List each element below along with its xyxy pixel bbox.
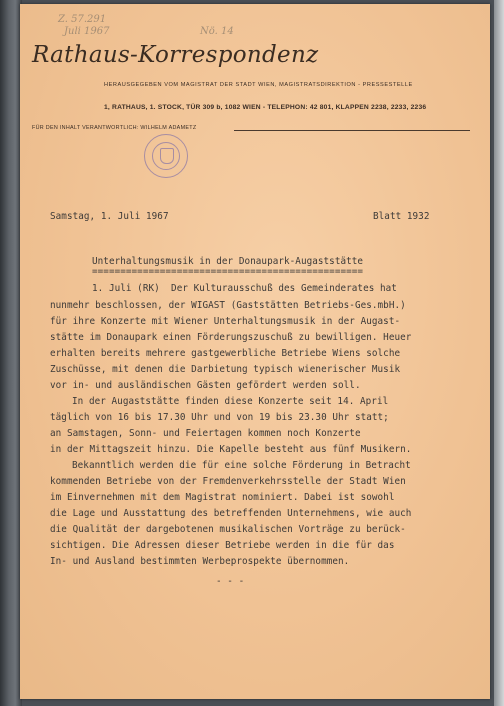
pencil-annotation-year: Juli 1967: [64, 26, 110, 37]
masthead-title: Rathaus-Korrespondenz: [32, 42, 319, 68]
body-line: In- und Ausland bestimmten Werbeprospekte übernommen.: [50, 556, 350, 567]
sheet-number: Blatt 1932: [373, 211, 430, 222]
body-line: in der Mittagszeit hinzu. Die Kapelle besteht aus fünf Musikern.: [50, 444, 412, 455]
headline: Unterhaltungsmusik in der Donaupark-Augaststätte: [92, 256, 364, 267]
archive-stamp: [144, 134, 188, 178]
body-line: erhalten bereits mehrere gastgewerbliche Betriebe Wiens solche: [50, 348, 401, 359]
document-page: [20, 4, 490, 699]
body-line: Zuschüsse, mit denen die Darbietung typisch wienerischer Musik: [50, 364, 401, 375]
body-line: täglich von 16 bis 17.30 Uhr und von 19 bis 23.30 Uhr statt;: [50, 412, 389, 423]
binder-spine: [0, 0, 22, 706]
page-edge: [494, 0, 504, 706]
responsible-line: FÜR DEN INHALT VERANTWORTLICH: WILHELM ADAMETZ: [32, 125, 197, 131]
end-mark: - - -: [216, 576, 245, 587]
pencil-annotation-number: Nö. 14: [200, 26, 234, 37]
body-line: die Qualität der dargebotenen musikalischen Vorträge zu berück-: [50, 524, 406, 535]
body-line: sichtigen. Die Adressen dieser Betriebe werden in die für das: [50, 540, 395, 551]
publisher-line: HERAUSGEGEBEN VOM MAGISTRAT DER STADT WIEN, MAGISTRATSDIREKTION - PRESSESTELLE: [104, 82, 413, 88]
body-line: Bekanntlich werden die für eine solche Förderung in Betracht: [72, 460, 411, 471]
body-line: nunmehr beschlossen, der WIGAST (Gaststätten Betriebs-Ges.mbH.): [50, 300, 406, 311]
body-line: an Samstagen, Sonn- und Feiertagen kommen noch Konzerte: [50, 428, 361, 439]
body-line: 1. Juli (RK) Der Kulturausschuß des Gemeinderates hat: [92, 283, 397, 294]
address-line: 1, RATHAUS, 1. STOCK, TÜR 309 b, 1082 WIEN - TELEPHON: 42 801, KLAPPEN 2238, 2233, 2236: [104, 104, 427, 111]
masthead-rule: [234, 130, 470, 131]
body-line: kommenden Betriebe von der Fremdenverkehrsstelle der Stadt Wien: [50, 476, 406, 487]
body-line: stätte im Donaupark einen Förderungszuschuß zu bewilligen. Heuer: [50, 332, 412, 343]
date-line: Samstag, 1. Juli 1967: [50, 211, 169, 222]
body-line: vor in- und ausländischen Gästen gefördert werden soll.: [50, 380, 361, 391]
body-line: im Einvernehmen mit dem Magistrat nominiert. Dabei ist sowohl: [50, 492, 395, 503]
headline-rule: ================================================: [92, 266, 364, 277]
body-line: In der Augaststätte finden diese Konzerte seit 14. April: [72, 396, 389, 407]
body-line: die Lage und Ausstattung des betreffenden Unternehmens, wie auch: [50, 508, 412, 519]
pencil-annotation-ref: Z. 57.291: [58, 14, 107, 25]
body-line: für ihre Konzerte mit Wiener Unterhaltungsmusik in der Augast-: [50, 316, 401, 327]
